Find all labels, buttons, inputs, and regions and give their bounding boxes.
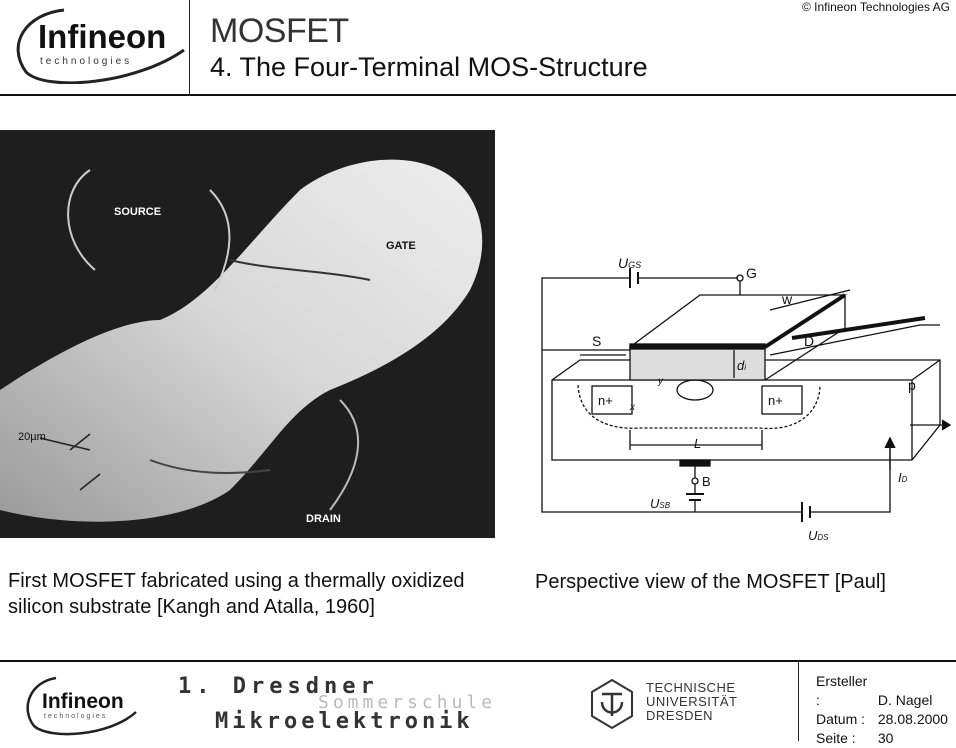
label-y: y: [658, 376, 663, 387]
photo-label-drain: DRAIN: [306, 513, 341, 525]
label-uds: U: [808, 528, 818, 543]
footer-line1: 1. Dresdner: [178, 674, 379, 699]
label-ugs-sub: GS: [628, 260, 642, 270]
label-usb-sub: SB: [659, 501, 671, 510]
photo-label-source: SOURCE: [114, 206, 162, 218]
author-value: D. Nagel: [877, 692, 933, 708]
label-id: I: [898, 470, 902, 485]
mosfet-diagram: [530, 250, 956, 550]
infineon-logo: [6, 4, 186, 84]
tu-line2: UNIVERSITÄT: [646, 694, 738, 709]
mosfet-photo: [0, 130, 495, 538]
label-uds-sub: DS: [817, 533, 829, 542]
page-subtitle: 4. The Four-Terminal MOS-Structure: [210, 52, 648, 82]
date-label: Datum :: [816, 711, 866, 727]
label-p: p: [908, 377, 916, 393]
label-id-sub: D: [901, 475, 908, 484]
tu-line1: TECHNISCHE: [646, 680, 736, 695]
svg-text:ID: [898, 470, 908, 485]
label-w: w: [782, 291, 793, 307]
label-di: d: [737, 358, 745, 373]
header-rule: [0, 94, 956, 96]
tu-text: [646, 681, 737, 723]
caption-left-line1: First MOSFET fabricated using a thermally oxidized: [8, 570, 465, 592]
label-nplus-right: n+: [768, 393, 783, 408]
photo-label-scale: 20µm: [18, 431, 46, 443]
label-l: L: [694, 436, 702, 451]
svg-text:UGS: [618, 255, 641, 271]
tu-dresden-logo: [588, 678, 636, 730]
header-divider: [189, 0, 190, 95]
logo-text: Infineon: [38, 18, 167, 55]
page-value: 30: [877, 730, 894, 746]
label-usb: U: [650, 496, 660, 511]
footer-rule: [0, 660, 956, 662]
author-label: Ersteller :: [816, 673, 868, 708]
footer-line2: Sommerschule: [318, 692, 497, 713]
photo-label-gate: GATE: [386, 240, 416, 252]
label-b: B: [702, 474, 711, 489]
label-d: D: [804, 333, 815, 349]
footer-logo-subtext: technologies: [44, 713, 108, 720]
tu-line3: DRESDEN: [646, 708, 714, 723]
date-value: 28.08.2000: [877, 711, 948, 727]
svg-text:USB: [650, 496, 671, 511]
label-x: x: [630, 402, 635, 413]
caption-left-line2: silicon substrate [Kangh and Atalla, 1960]: [8, 596, 375, 618]
caption-right: Perspective view of the MOSFET [Paul]: [535, 571, 886, 593]
page-label: Seite :: [816, 730, 856, 746]
copyright: © Infineon Technologies AG: [801, 0, 950, 14]
label-ugs: U: [618, 255, 629, 271]
label-di-sub: i: [744, 363, 747, 372]
footer-logo-text: Infineon: [42, 690, 124, 713]
svg-text:UDS: [808, 528, 829, 543]
footer-divider: [798, 662, 799, 741]
footer-line3: Mikroelektronik: [215, 709, 474, 734]
page-title: MOSFET: [210, 12, 349, 50]
footer-meta: [816, 672, 948, 748]
caption-left: [8, 568, 478, 620]
label-nplus-left: n+: [598, 393, 613, 408]
label-s: S: [592, 333, 602, 349]
label-g: G: [746, 265, 757, 281]
logo-subtext: technologies: [40, 56, 133, 67]
footer-infineon-logo: [20, 670, 138, 740]
